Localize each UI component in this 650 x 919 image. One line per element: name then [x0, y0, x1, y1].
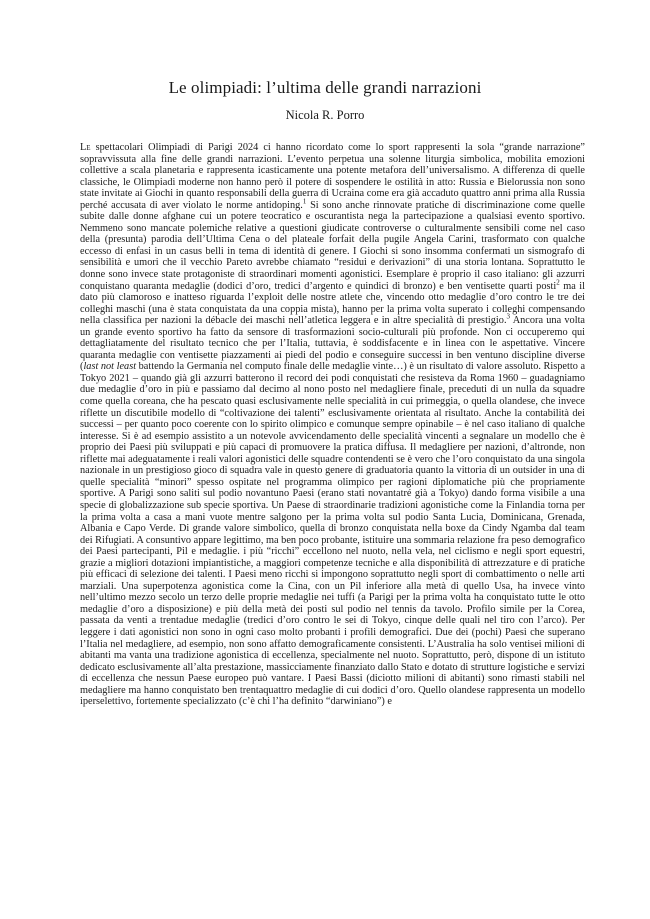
footnote-marker-2[interactable]: 2	[556, 278, 560, 287]
italic-phrase: last not least	[83, 361, 137, 373]
author-name: Nicola R. Porro	[285, 108, 365, 122]
body-text-4: Ancora una volta un grande evento sportivo ha fatto da sensore di trasformazioni socio-culturali più profonde. Non ci occuperemo qui dettagliatamente del risultato tecnico che per l’Italia, tuttavia, è soddisfacente e in linea con le aspettative. Vincere quaranta medaglie con ventisette piazzamenti ai piedi del podio e conseguire successi in ben ventuno discipline diverse (	[80, 315, 585, 373]
footnote-marker-3[interactable]: 3	[506, 312, 511, 321]
body-paragraph	[80, 142, 585, 708]
body-text-5: battendo la Germania nel computo finale delle medaglie vinte…) è un risultato di valore assoluto. Rispetto a Tokyo 2021 – quando già gli azzurri batterono il record dei podi conquistati che resisteva da Roma 1960 – guadagniamo due medaglie d’oro in più e passiamo dal decimo al nono posto nel medagliere finale, preceduti di un nulla da squadre come quella coreana, che ha pescato quasi esclusivamente nelle specialità in cui primeggia, o quella olandese, che invece riflette un discutibile modello di “coltivazione dei talenti” esclusivamente orientata al risultato. Anche la contabilità dei successi – per quanto poco coerente con lo spirito olimpico e comunque sempre opinabile – è nel caso italiano di qualche interesse. Si è ad esempio assistito a un notevole avvicendamento delle specialità vincenti a segnalare un modello che è proprio dei Paesi più sviluppati e più capaci di promuovere la pratica diffusa. Il medagliere per nazioni, d’altronde, non riflette mai adeguatamente i reali valori agonistici delle squadre contendenti se è vero che l’oro conquistato da una singola nazionale in un prestigioso gioco di squadra vale in questo genere di graduatoria quanto la vittoria di un outsider in una di quelle specialità “minori” spesso ospitate nel programma olimpico per ragioni diplomatiche più che propriamente sportive. A Parigi sono saliti sul podio novantuno Paesi (erano stati novantatré già a Tokyo) dando forma visibile a una specie di globalizzazione sub specie sportiva. Un Paese di straordinarie tradizioni agonistiche come la Finlandia torna per la prima volta a casa a mani vuote mentre salgono per la prima volta sul podio Santa Lucia, Dominicana, Grenada, Albania e Capo Verde. Di grande valore simbolico, quella di bronzo conquistata nella boxe da Cindy Ngamba dal team dei Rifugiati. A consuntivo appare legittimo, ma ben poco probante, istituire una sommaria relazione fra peso demografico dei Paesi partecipanti, Pil e medaglie. i più “ricchi” eccellono nel nuoto, nella vela, nel ciclismo e negli sport equestri, grazie a migliori dotazioni impiantistiche, a maggiori competenze tecniche e alla disponibilità di attrezzature e di pratiche più efficaci di selezione dei talenti. I Paesi meno ricchi si impongono soprattutto negli sport di combattimento o nelle arti marziali. Una superpotenza agonistica come la Cina, con un Pil inferiore alla metà di quello Usa, ha invece vinto nell’ultimo mezzo secolo un terzo delle proprie medaglie nei tuffi (a Parigi per la prima volta ha conquistato tutte le otto medaglie d’oro a disposizione) e più della metà dei posti sul podio nel tennis da tavolo. Profilo simile per la Corea, passata da venti a trentadue medaglie (tredici d’oro contro le sei di Tokyo, cinque delle quali nel tiro con l’arco). Per leggere i dati agonistici non sono in ogni caso molto probanti i profili demografici. Due dei (pochi) Paesi che superano l’Italia nel medagliere, ad esempio, non sono affatto demograficamente consistenti. L’Australia ha solo ventisei milioni di abitanti ma vanta una tradizione agonistica di eccellenza, specialmente nel nuoto. Soprattutto, però, dispone di un istituto dedicato esclusivamente all’alta prestazione, massicciamente finanziato dallo Stato e dotato di strutture logistiche e servizi di eccellenza che nessun Paese europeo può vantare. I Paesi Bassi (diciotto milioni di abitanti) sono rimasti stabili nel medagliere ma hanno conquistato ben trentaquattro medaglie di cui dodici d’oro. Quello olandese rappresenta un modello iperselettivo, fortemente specializzato (c’è chi l’ha definito “darwiniano”) e	[80, 361, 586, 708]
body-text-2: Si sono anche rinnovate pratiche di discriminazione come quelle subite dalle donne afghane cui un potere teocratico e oscurantista nega la partecipazione a qualsiasi evento sportivo. Nemmeno sono mancate polemiche relative a questioni giudicate controverse o culturalmente sensibili come nel caso della (presunta) parodia dell’Ultima Cena o del plateale forfait della pugile Angela Carini, trasformato con qualche eccesso di enfasi in un casus belli in tema di identità di genere. I Giochi si sono insomma confermati un sismografo di sensibilità e umori che il vecchio Pareto avrebbe chiamato “residui e derivazioni” di una storia lontana. Soprattutto le donne sono invece state protagoniste di straordinari momenti agonistici. Esemplare è proprio il caso italiano: gli azzurri conquistano quaranta medaglie (dodici d’oro, tredici d’argento e quindici di bronzo) e ben ventisette quarti posti	[80, 199, 585, 292]
article-title: Le olimpiadi: l’ultima delle grandi narrazioni	[168, 78, 482, 97]
body-text-3: ma il dato più clamoroso e inatteso riguarda l’exploit delle nostre atlete che, vincendo otto medaglie d’oro contro le tre dei colleghi maschi (una è stata conquistata da una coppia mista), hanno per la prima volta superato i colleghi compensando nella classifica per nazioni la débacle dei maschi nell’atletica leggera e in altre specialità di prestigio.	[80, 280, 585, 327]
footnote-marker-1[interactable]: 1	[302, 197, 307, 206]
body-text-1: spettacolari Olimpiadi di Parigi 2024 ci hanno ricordato come lo sport rappresenti la sola “grande narrazione” sopravvissuta alla fine delle grandi narrazioni. L’evento perpetua una solenne liturgia simbolica, mobilita emozioni collettive a scala planetaria e rappresenta icasticamente una potente metafora dell’universalismo. A differenza di quelle classiche, le Olimpiadi moderne non hanno però il potere di sospendere le ostilità in atto: Russia e Bielorussia non sono state invitate ai Giochi in quanto responsabili della guerra di Ucraina come era già accaduto quattro anni prima alla Russia perché accusata di aver violato le norme antidoping.	[80, 142, 585, 211]
lead-word: Le	[80, 142, 91, 153]
